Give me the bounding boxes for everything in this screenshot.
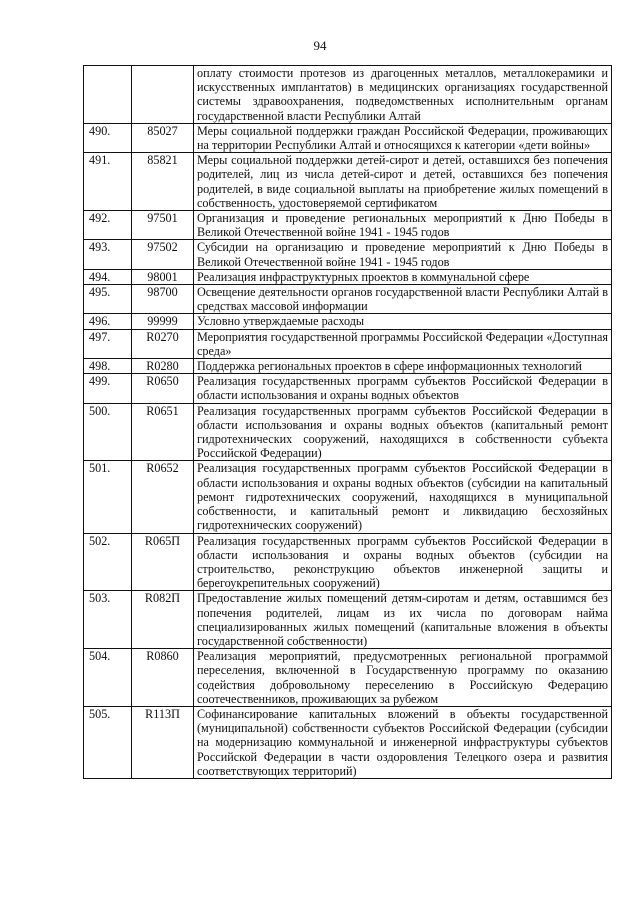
row-number: 493. <box>84 240 132 269</box>
table-row <box>84 706 612 778</box>
budget-codes-table <box>83 65 612 779</box>
table-row <box>84 123 612 152</box>
table-row <box>84 461 612 533</box>
row-code: R065П <box>132 533 194 591</box>
row-description: оплату стоимости протезов из драгоценных металлов, металлокерамики и искусственных имплантатов) в медицинских организациях государственной системы здравоохранения, подведомственных исполнительным органам государственной власти Республики Алтай <box>194 66 612 124</box>
row-number: 497. <box>84 329 132 358</box>
row-description: Субсидии на организацию и проведение мероприятий к Дню Победы в Великой Отечественной войне 1941 - 1945 годов <box>194 240 612 269</box>
row-code: 99999 <box>132 314 194 329</box>
row-code: 85821 <box>132 153 194 211</box>
table-row <box>84 211 612 240</box>
table-row <box>84 269 612 284</box>
row-code: 97501 <box>132 211 194 240</box>
table-row <box>84 285 612 314</box>
row-number: 491. <box>84 153 132 211</box>
table-body <box>84 66 612 779</box>
row-description: Мероприятия государственной программы Российской Федерации «Доступная среда» <box>194 329 612 358</box>
table-row <box>84 153 612 211</box>
row-number: 505. <box>84 706 132 778</box>
row-code: 98700 <box>132 285 194 314</box>
row-number: 498. <box>84 359 132 374</box>
page-number: 94 <box>313 38 327 53</box>
row-number: 502. <box>84 533 132 591</box>
table-row <box>84 66 612 124</box>
row-description: Реализация государственных программ субъектов Российской Федерации в области использования и охраны водных объектов <box>194 374 612 403</box>
row-number: 494. <box>84 269 132 284</box>
row-description: Меры социальной поддержки граждан Российской Федерации, проживающих на территории Республики Алтай и относящихся к категории «дети войны» <box>194 123 612 152</box>
table-row <box>84 374 612 403</box>
row-code: R0860 <box>132 649 194 707</box>
table-row <box>84 533 612 591</box>
row-code: 97502 <box>132 240 194 269</box>
row-number: 499. <box>84 374 132 403</box>
row-description: Предоставление жилых помещений детям-сиротам и детям, оставшимся без попечения родителей, лицам из их числа по договорам найма специализированных жилых помещений (капитальные вложения в объекты государственной собственности) <box>194 591 612 649</box>
row-number: 501. <box>84 461 132 533</box>
row-code: R0280 <box>132 359 194 374</box>
row-description: Освещение деятельности органов государственной власти Республики Алтай в средствах массовой информации <box>194 285 612 314</box>
row-number: 492. <box>84 211 132 240</box>
row-description: Организация и проведение региональных мероприятий к Дню Победы в Великой Отечественной войне 1941 - 1945 годов <box>194 211 612 240</box>
row-description: Софинансирование капитальных вложений в объекты государственной (муниципальной) собственности субъектов Российской Федерации (субсидии на модернизацию коммунальной и инженерной инфраструктуры субъектов Российской Федерации в части оздоровления Телецкого озера и развития соответствующих территорий) <box>194 706 612 778</box>
table-row <box>84 240 612 269</box>
row-description: Меры социальной поддержки детей-сирот и детей, оставшихся без попечения родителей, лиц из числа детей-сирот и детей, оставшихся без попечения родителей, в виде социальной выплаты на приобретение жилых помещений в собственность, удостоверяемой сертификатом <box>194 153 612 211</box>
row-description: Условно утверждаемые расходы <box>194 314 612 329</box>
row-code: R0650 <box>132 374 194 403</box>
table-row <box>84 591 612 649</box>
table-row <box>84 314 612 329</box>
row-description: Поддержка региональных проектов в сфере информационных технологий <box>194 359 612 374</box>
row-code: R0270 <box>132 329 194 358</box>
row-number: 495. <box>84 285 132 314</box>
row-number <box>84 66 132 124</box>
row-description: Реализация государственных программ субъектов Российской Федерации в области использования и охраны водных объектов (субсидии на капитальный ремонт гидротехнических сооружений, находящихся в муниципальной собственности, и капитальный ремонт и ликвидацию бесхозяйных гидротехнических сооружений) <box>194 461 612 533</box>
row-code: R113П <box>132 706 194 778</box>
row-code: R0652 <box>132 461 194 533</box>
row-description: Реализация государственных программ субъектов Российской Федерации в области использования и охраны водных объектов (субсидии на строительство, реконструкцию объектов инженерной защиты и берегоукрепительных сооружений) <box>194 533 612 591</box>
row-code: R0651 <box>132 403 194 461</box>
row-number: 496. <box>84 314 132 329</box>
row-code <box>132 66 194 124</box>
table-row <box>84 403 612 461</box>
row-description: Реализация государственных программ субъектов Российской Федерации в области использования и охраны водных объектов (капитальный ремонт гидротехнических сооружений, находящихся в собственности субъекта Российской Федерации) <box>194 403 612 461</box>
row-number: 503. <box>84 591 132 649</box>
row-description: Реализация инфраструктурных проектов в коммунальной сфере <box>194 269 612 284</box>
row-description: Реализация мероприятий, предусмотренных региональной программой переселения, включенной в Государственную программу по оказанию содействия добровольному переселению в Российскую Федерацию соотечественников, проживающих за рубежом <box>194 649 612 707</box>
row-number: 490. <box>84 123 132 152</box>
table-row <box>84 329 612 358</box>
row-code: 98001 <box>132 269 194 284</box>
table-row <box>84 359 612 374</box>
row-code: 85027 <box>132 123 194 152</box>
table-row <box>84 649 612 707</box>
row-code: R082П <box>132 591 194 649</box>
row-number: 500. <box>84 403 132 461</box>
row-number: 504. <box>84 649 132 707</box>
